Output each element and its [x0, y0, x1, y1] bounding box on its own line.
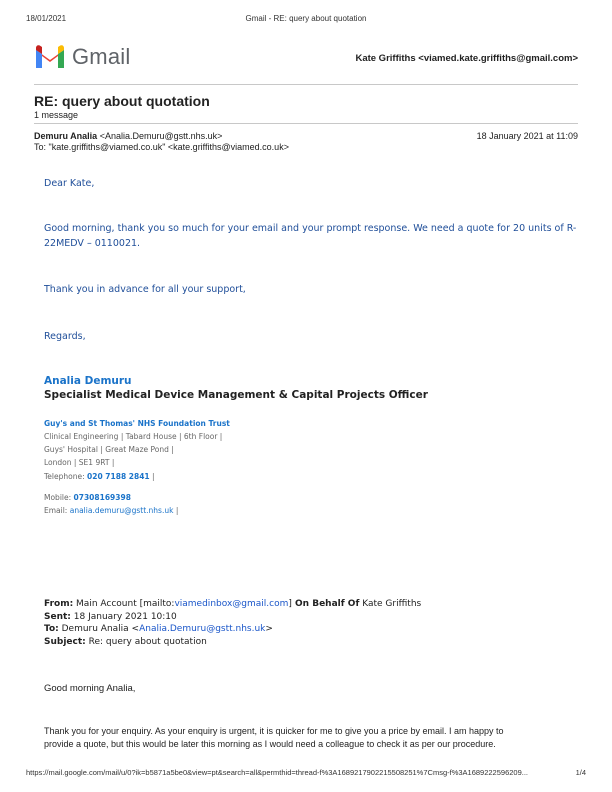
quoted-to-link[interactable]: Analia.Demuru@gstt.nhs.uk — [139, 624, 266, 634]
signature-address — [44, 430, 222, 483]
quoted-greeting: Good morning Analia, — [44, 683, 136, 694]
quoted-subject: Subject: Re: query about quotation — [44, 636, 207, 647]
subject-divider — [34, 123, 578, 124]
address-line-1: Clinical Engineering | Tabard House | 6th Floor | — [44, 432, 223, 441]
mobile-number: 07308169398 — [73, 493, 131, 502]
quoted-sent: Sent: 18 January 2021 10:10 — [44, 611, 177, 622]
signature-email-link[interactable]: analia.demuru@gstt.nhs.uk — [69, 506, 174, 516]
footer-url: https://mail.google.com/mail/u/0?ik=b5871a5be0&view=pt&search=all&permthid=thread-f%3A1689217902215508251%7Cmsg-f%3A1689222596209... — [26, 768, 529, 777]
signature-title: Specialist Medical Device Management & Capital Projects Officer — [44, 389, 428, 401]
address-line-2: Guys' Hospital | Great Maze Pond | — [44, 445, 174, 455]
telephone-number: 020 7188 2841 — [87, 471, 150, 481]
quoted-body-line-1: Thank you for your enquiry. As your enquiry is urgent, it is quicker for me to give you a price by email. I am happy to — [44, 726, 504, 736]
sender-email: <Analia.Demuru@gstt.nhs.uk> — [99, 131, 223, 141]
mobile-line: Mobile: 07308169398 — [44, 493, 131, 502]
quoted-body — [44, 725, 504, 750]
gmail-logo-text: Gmail — [72, 44, 131, 69]
quoted-header — [44, 598, 421, 648]
message-date: 18 January 2021 at 11:09 — [476, 131, 578, 141]
gmail-logo-icon — [34, 44, 66, 70]
body-line-1: Good morning, thank you so much for your email and your prompt response. We need a quote for 20 units of R- — [44, 223, 577, 234]
telephone-line: Telephone: 020 7188 2841 | — [44, 471, 155, 481]
page-number: 1/4 — [575, 768, 586, 777]
print-title: Gmail - RE: query about quotation — [245, 14, 367, 23]
sender — [34, 131, 222, 141]
address-line-3: London | SE1 9RT | — [44, 458, 115, 468]
recipients: To: "kate.griffiths@viamed.co.uk" <kate.griffiths@viamed.co.uk> — [34, 142, 289, 152]
body-line-2: 22MEDV – 0110021. — [44, 238, 141, 249]
sender-name: Demuru Analia — [34, 131, 98, 141]
signature-trust: Guy's and St Thomas' NHS Foundation Trust — [44, 419, 230, 428]
greeting: Dear Kate, — [44, 178, 95, 189]
account-label: Kate Griffiths <viamed.kate.griffiths@gmail.com> — [355, 53, 578, 64]
thanks-line: Thank you in advance for all your support, — [44, 284, 246, 295]
quoted-body-line-2: provide a quote, but this would be later this morning as I would need a colleague to check it as per our procedure. — [44, 738, 496, 749]
print-date: 18/01/2021 — [26, 14, 67, 23]
quoted-to: To: Demuru Analia <Analia.Demuru@gstt.nhs.uk> — [44, 624, 273, 634]
header-divider — [34, 84, 578, 85]
message-count: 1 message — [34, 110, 79, 120]
quoted-from: From: Main Account [mailto:viamedinbox@gmail.com] On Behalf Of Kate Griffiths — [44, 599, 422, 609]
signature-contact — [44, 491, 178, 517]
quoted-from-link[interactable]: viamedinbox@gmail.com — [174, 599, 289, 609]
thread-subject: RE: query about quotation — [34, 93, 210, 109]
closing: Regards, — [44, 331, 86, 342]
signature-name: Analia Demuru — [44, 375, 132, 387]
email-line: Email: analia.demuru@gstt.nhs.uk | — [44, 506, 179, 516]
